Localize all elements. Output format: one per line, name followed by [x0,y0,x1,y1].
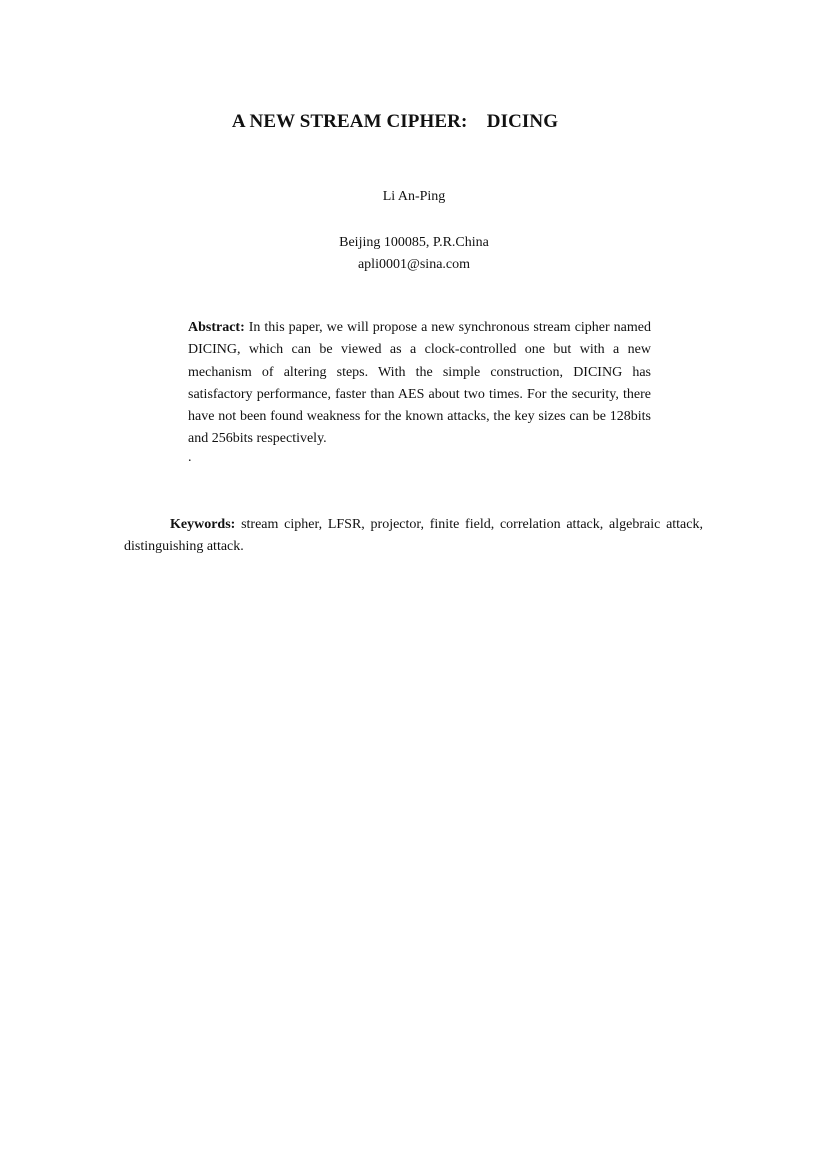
keywords [124,514,703,558]
keywords-label: Keywords: [170,517,236,532]
author-affiliation [0,232,828,276]
paper-title: A NEW STREAM CIPHER: DICING [231,111,559,132]
abstract [188,317,651,451]
abstract-trailing-dot: . [188,450,192,465]
keywords-text: stream cipher, LFSR, projector, finite field, correlation attack, algebraic attack, distinguishing attack. [124,517,703,554]
affiliation-address: Beijing 100085, P.R.China [339,235,489,250]
author-name: Li An-Ping [382,189,446,204]
abstract-label: Abstract: [188,320,245,335]
author-email: apli0001@sina.com [357,257,471,272]
abstract-text: In this paper, we will propose a new synchronous stream cipher named DICING, which can be viewed as a clock-controlled one but with a new mechanism of altering steps. With the simple construction, DICING has satisfactory performance, faster than AES about two times. For the security, there have not been found weakness for the known attacks, the key sizes can be 128bits and 256bits respectively. [188,320,651,447]
